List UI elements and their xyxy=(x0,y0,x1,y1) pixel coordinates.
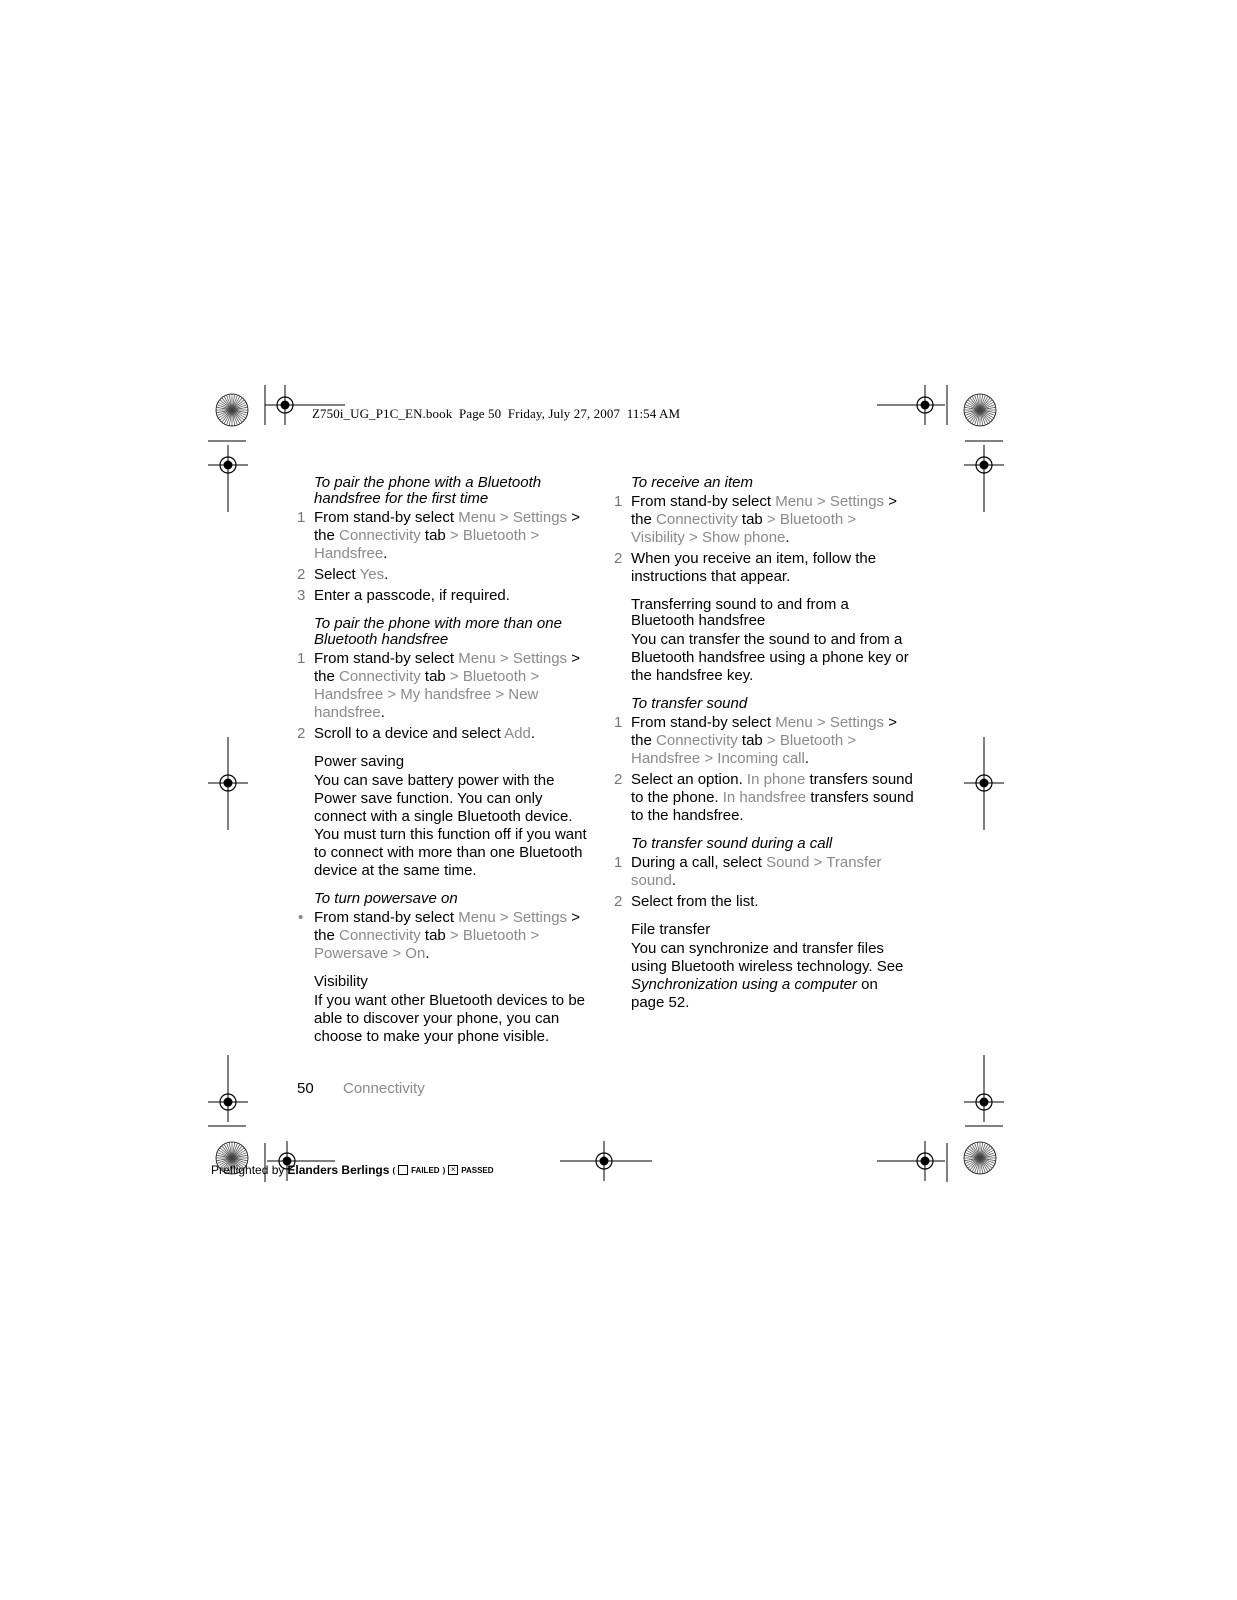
step-2 xyxy=(614,550,914,586)
step-text: . xyxy=(384,566,389,583)
menu-path: > Bluetooth > Handsfree > My handsfree > New handsfree xyxy=(314,668,540,721)
passed-checkbox-icon: × xyxy=(448,1165,458,1175)
preflight-bracket: ) xyxy=(442,1165,446,1175)
section-power-saving xyxy=(297,754,597,880)
step-number: 1 xyxy=(297,650,306,667)
menu-path: Connectivity xyxy=(656,732,738,749)
task-heading: To turn powersave on xyxy=(314,890,458,907)
step-text: > the xyxy=(314,909,580,944)
step-1 xyxy=(297,509,597,563)
menu-path: Yes xyxy=(359,566,385,583)
task-heading: To pair the phone with more than one Bluetooth handsfree xyxy=(314,615,562,648)
step-2 xyxy=(614,771,914,825)
step-1 xyxy=(614,854,914,890)
preflight-bracket: ( xyxy=(392,1165,396,1175)
step-2 xyxy=(297,725,597,743)
step-1 xyxy=(614,493,914,547)
body-paragraph: You can save battery power with the Power save function. You can only connect with a single Bluetooth device. You must turn this function off if you want to connect with more than one Bluetooth device at the same time. xyxy=(314,772,587,879)
step-text: . xyxy=(425,945,430,962)
section-pair-multiple xyxy=(297,616,597,743)
section-heading: Transferring sound to and from a Bluetooth handsfree xyxy=(631,596,849,629)
step-1 xyxy=(614,714,914,768)
preflight-stamp xyxy=(211,1163,494,1177)
step-text: Scroll to a device and select xyxy=(314,725,505,742)
menu-path: > Bluetooth > Handsfree xyxy=(314,527,540,562)
step-text: Select an option. xyxy=(631,771,747,788)
step-text: transfers sound to the handsfree. xyxy=(631,789,914,824)
menu-path: Connectivity xyxy=(339,527,421,544)
step-number: 1 xyxy=(614,714,623,731)
step-text: Select from the list. xyxy=(631,893,759,910)
step-text: tab xyxy=(420,527,450,544)
section-heading: File transfer xyxy=(631,921,711,938)
section-heading: Visibility xyxy=(314,973,368,990)
bullet-icon: • xyxy=(298,909,304,926)
step-text: From stand-by select xyxy=(314,909,459,926)
step-text: tab xyxy=(420,668,450,685)
step-text: tab xyxy=(737,732,767,749)
step-number: 1 xyxy=(297,509,306,526)
body-paragraph: If you want other Bluetooth devices to be able to discover your phone, you can choose to make your phone visible. xyxy=(314,992,586,1045)
menu-path: Menu > Settings xyxy=(775,714,885,731)
cross-reference-link[interactable]: Synchronization using a computer xyxy=(631,976,857,993)
menu-path: In phone xyxy=(746,771,806,788)
step-text: > the xyxy=(631,714,897,749)
step-text: tab xyxy=(737,511,767,528)
menu-path: Menu > Settings xyxy=(458,909,568,926)
step-3 xyxy=(297,587,597,605)
body-paragraph xyxy=(614,940,914,1012)
step-text: From stand-by select xyxy=(314,509,459,526)
menu-path: Sound > Transfer sound xyxy=(631,854,882,889)
step-text: From stand-by select xyxy=(631,714,776,731)
task-heading: To transfer sound during a call xyxy=(631,835,833,852)
step-number: 2 xyxy=(614,771,623,788)
menu-path: > Bluetooth > Powersave > On xyxy=(314,927,540,962)
step-text: > the xyxy=(314,509,580,544)
step-text: transfers sound to the phone. xyxy=(631,771,913,806)
task-heading: To pair the phone with a Bluetooth handsfree for the first time xyxy=(314,474,542,507)
menu-path: Connectivity xyxy=(656,511,738,528)
left-column xyxy=(297,475,597,1057)
step-number: 1 xyxy=(614,493,623,510)
step-text: tab xyxy=(420,927,450,944)
step-number: 2 xyxy=(614,550,623,567)
failed-checkbox-icon xyxy=(398,1165,408,1175)
section-visibility xyxy=(297,974,597,1046)
section-transferring-sound xyxy=(614,597,914,685)
right-column xyxy=(614,475,914,1023)
step-number: 2 xyxy=(297,566,306,583)
passed-label: PASSED xyxy=(461,1165,494,1175)
section-heading: Power saving xyxy=(314,753,405,770)
step-list xyxy=(297,509,597,605)
task-heading: To receive an item xyxy=(631,474,754,491)
step-list xyxy=(614,854,914,911)
paragraph-text: You can synchronize and transfer files using Bluetooth wireless technology. See xyxy=(631,940,904,975)
step-1 xyxy=(297,650,597,722)
menu-path: > Bluetooth > Handsfree > Incoming call xyxy=(631,732,857,767)
step-text: . xyxy=(380,704,385,721)
step-text: . xyxy=(785,529,790,546)
bullet-list xyxy=(297,909,597,963)
paragraph-text: on page 52. xyxy=(631,976,878,1011)
section-file-transfer xyxy=(614,922,914,1012)
footer-section-title: Connectivity xyxy=(343,1080,425,1097)
print-header: Z750i_UG_P1C_EN.book Page 50 Friday, July 27, 2007 11:54 AM xyxy=(312,406,681,421)
section-receive-item xyxy=(614,475,914,586)
step-2 xyxy=(614,893,914,911)
step-text: From stand-by select xyxy=(631,493,776,510)
page-number: 50 xyxy=(297,1080,314,1097)
step-text: During a call, select xyxy=(631,854,767,871)
section-transfer-during-call xyxy=(614,836,914,911)
step-text: When you receive an item, follow the instructions that appear. xyxy=(631,550,877,585)
step-text: . xyxy=(530,725,535,742)
step-text: . xyxy=(671,872,677,889)
menu-path: Add xyxy=(504,725,531,742)
step-number: 2 xyxy=(297,725,306,742)
step-text: Select xyxy=(314,566,360,583)
section-pair-first xyxy=(297,475,597,605)
step-list xyxy=(614,493,914,586)
preflight-by: Preflighted by xyxy=(211,1163,285,1177)
step-list xyxy=(297,650,597,743)
menu-path: Menu > Settings xyxy=(458,509,568,526)
step-text: From stand-by select xyxy=(314,650,459,667)
menu-path: Connectivity xyxy=(339,927,421,944)
bullet-item xyxy=(297,909,597,963)
step-text: . xyxy=(383,545,388,562)
step-text: > the xyxy=(631,493,897,528)
section-transfer-sound xyxy=(614,696,914,825)
step-text: Enter a passcode, if required. xyxy=(314,587,510,604)
body-paragraph: You can transfer the sound to and from a Bluetooth handsfree using a phone key or the handsfree key. xyxy=(631,631,909,684)
failed-label: FAILED xyxy=(411,1165,440,1175)
step-2 xyxy=(297,566,597,584)
step-text: > the xyxy=(314,650,580,685)
step-number: 3 xyxy=(297,587,306,604)
step-list xyxy=(614,714,914,825)
step-text: . xyxy=(804,750,810,767)
task-heading: To transfer sound xyxy=(631,695,748,712)
section-powersave-on xyxy=(297,891,597,963)
preflight-brand: Elanders Berlings xyxy=(287,1163,390,1177)
step-number: 1 xyxy=(614,854,623,871)
step-number: 2 xyxy=(614,893,623,910)
menu-path: Menu > Settings xyxy=(775,493,885,510)
menu-path: Connectivity xyxy=(339,668,421,685)
menu-path: Menu > Settings xyxy=(458,650,568,667)
menu-path: > Bluetooth > Visibility > Show phone xyxy=(631,511,857,546)
menu-path: In handsfree xyxy=(722,789,807,806)
